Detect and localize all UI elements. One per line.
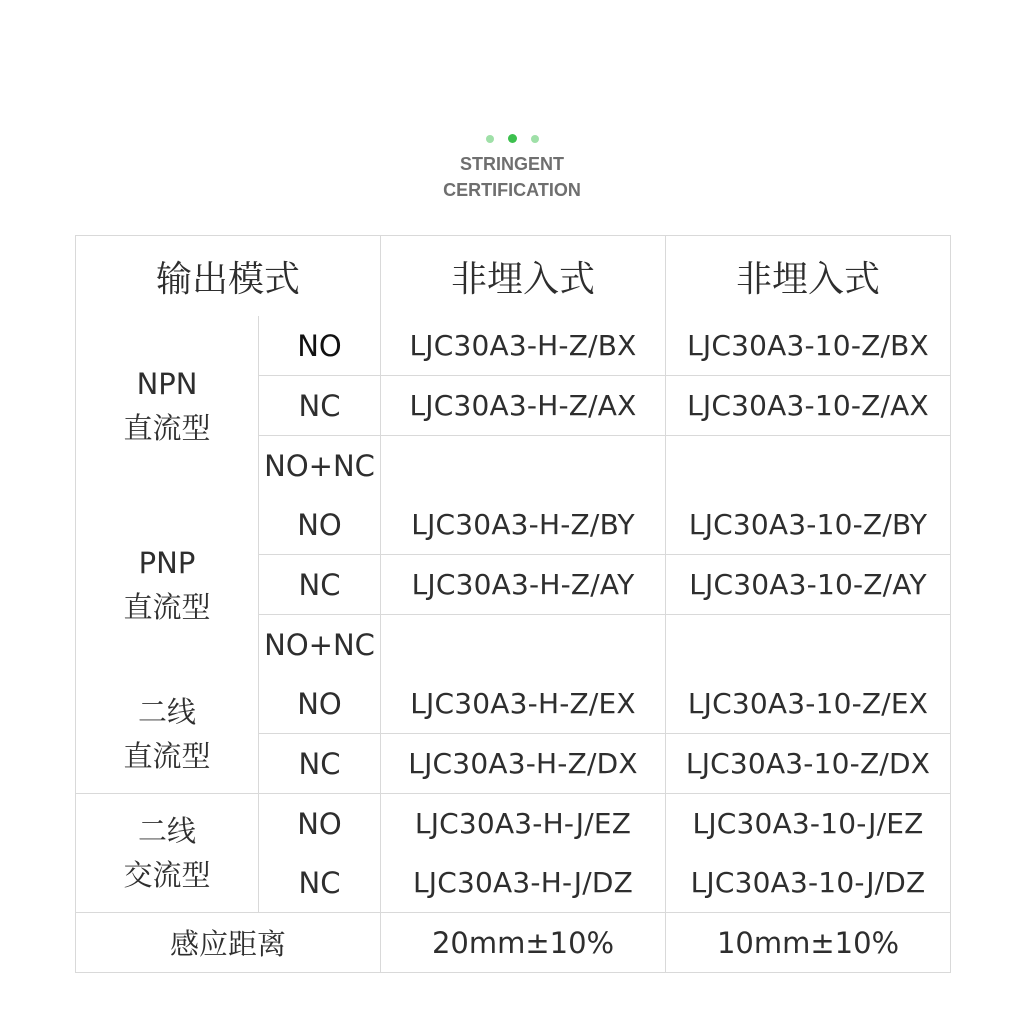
dot-icon: [486, 135, 494, 143]
model-cell: LJC30A3-H-Z/BX: [381, 316, 666, 376]
type-sublabel: 直流型: [123, 410, 211, 445]
model-cell: LJC30A3-10-Z/BY: [666, 495, 951, 555]
table-row: [76, 316, 951, 376]
model-cell: LJC30A3-H-J/EZ: [381, 794, 666, 854]
mode-cell: NO: [259, 674, 381, 734]
decorative-dots: [0, 128, 1024, 147]
header-col-3: 非埋入式: [666, 236, 951, 317]
sensing-distance-value: 10mm±10%: [666, 913, 951, 973]
header-output-mode: 输出模式: [156, 258, 301, 300]
type-label: PNP: [138, 545, 196, 580]
section-heading-line1: STRINGENT: [459, 154, 564, 174]
model-cell: [666, 436, 951, 496]
mode-cell: NO: [259, 495, 381, 555]
type-label: 二线: [137, 814, 196, 848]
mode-cell: NC: [259, 853, 381, 913]
model-cell: LJC30A3-10-J/EZ: [666, 794, 951, 854]
mode-cell: NC: [259, 734, 381, 794]
model-cell: LJC30A3-H-Z/DX: [381, 734, 666, 794]
model-cell: LJC30A3-H-J/DZ: [381, 853, 666, 913]
section-heading-line2: CERTIFICATION: [443, 180, 581, 200]
model-cell: LJC30A3-H-Z/AX: [381, 376, 666, 436]
model-cell: LJC30A3-H-Z/AY: [381, 555, 666, 615]
mode-cell: NC: [259, 376, 381, 436]
model-cell: [381, 615, 666, 675]
table-footer-row: [76, 913, 951, 973]
model-cell: LJC30A3-10-Z/EX: [666, 674, 951, 734]
mode-cell: NO+NC: [259, 436, 381, 496]
type-cell-2wire-dc: [76, 674, 259, 794]
table-row: [76, 794, 951, 854]
type-sublabel: 直流型: [123, 589, 211, 624]
model-cell: LJC30A3-10-Z/AY: [666, 555, 951, 615]
dot-icon: [508, 134, 517, 143]
type-label: NPN: [136, 366, 198, 401]
model-cell: LJC30A3-H-Z/EX: [381, 674, 666, 734]
type-cell-pnp: [76, 495, 259, 674]
model-cell: LJC30A3-10-Z/DX: [666, 734, 951, 794]
header-col-2: 非埋入式: [381, 236, 666, 317]
table-row: [76, 495, 951, 555]
table-header-row: [76, 236, 951, 317]
type-sublabel: 交流型: [123, 858, 211, 892]
spec-table: [75, 235, 951, 973]
model-cell: LJC30A3-10-J/DZ: [666, 853, 951, 913]
type-label: 二线: [137, 694, 196, 729]
mode-cell: NO: [259, 316, 381, 376]
sensing-distance-value: 20mm±10%: [381, 913, 666, 973]
model-cell: [381, 436, 666, 496]
model-cell: [666, 615, 951, 675]
type-cell-npn: [76, 316, 259, 495]
mode-cell: NO+NC: [259, 615, 381, 675]
model-cell: LJC30A3-10-Z/BX: [666, 316, 951, 376]
model-cell: LJC30A3-10-Z/AX: [666, 376, 951, 436]
mode-cell: NC: [259, 555, 381, 615]
type-sublabel: 直流型: [123, 738, 211, 773]
model-cell: LJC30A3-H-Z/BY: [381, 495, 666, 555]
table-row: [76, 674, 951, 734]
type-cell-2wire-ac: [76, 794, 259, 913]
dot-icon: [531, 135, 539, 143]
sensing-distance-label: 感应距离: [170, 927, 287, 961]
mode-cell: NO: [259, 794, 381, 854]
